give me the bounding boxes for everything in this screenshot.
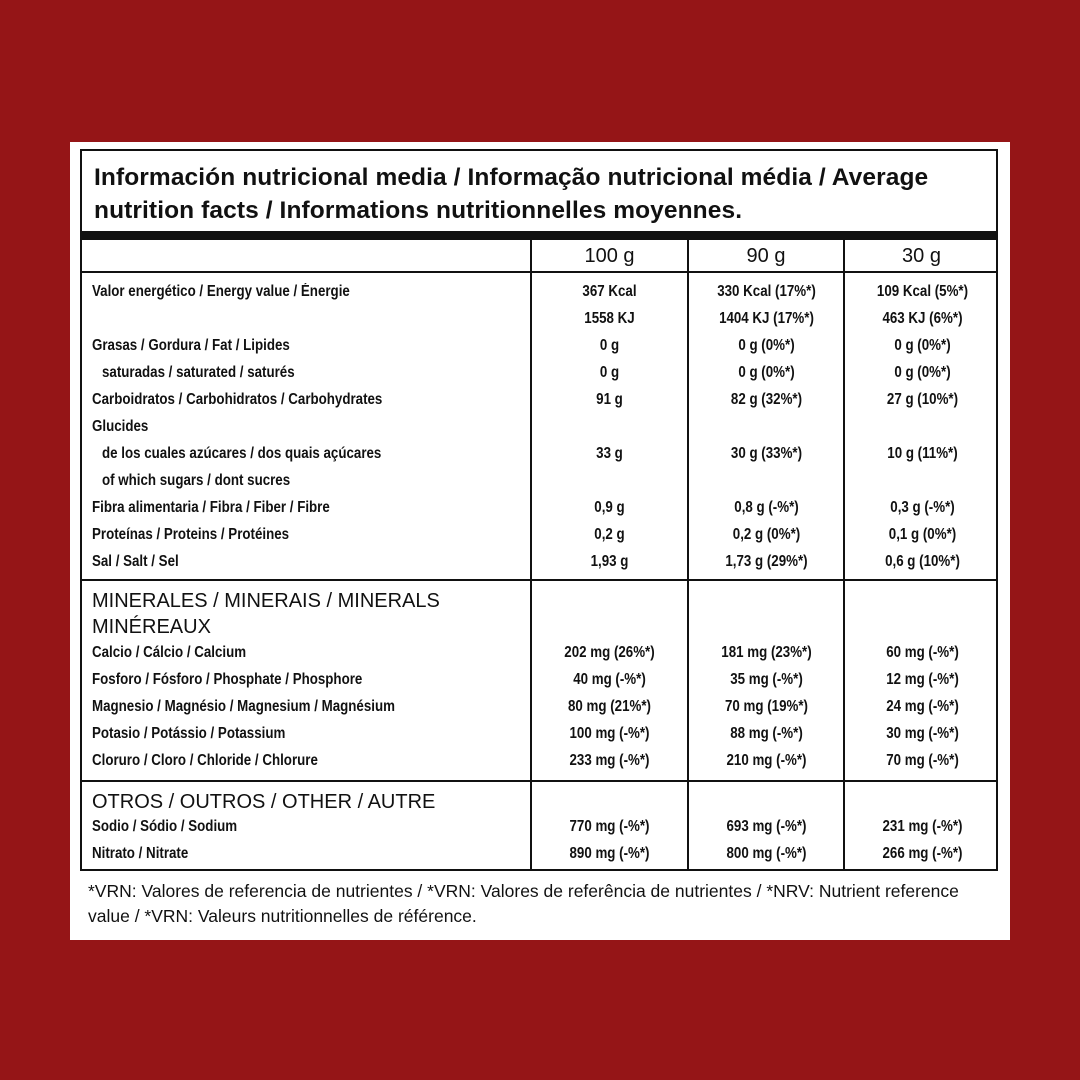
col-divider-3 bbox=[843, 240, 845, 871]
row-label: de los cuales azúcares / dos quais açúcares bbox=[102, 445, 382, 462]
value-cell: 60 mg (-%*) bbox=[886, 644, 959, 661]
minerals-rule bbox=[82, 579, 996, 581]
value-cell: 770 mg (-%*) bbox=[569, 818, 650, 835]
column-header-30g: 30 g bbox=[902, 245, 941, 267]
minerals-title-2: MINÉREAUX bbox=[92, 616, 211, 638]
value-cell: 70 mg (19%*) bbox=[725, 698, 808, 715]
value-cell: 27 g (10%*) bbox=[886, 391, 959, 408]
column-header-100g: 100 g bbox=[584, 245, 635, 267]
others-title: OTROS / OUTROS / OTHER / AUTRE bbox=[92, 791, 436, 813]
value-cell: 0 g bbox=[599, 337, 620, 354]
value-cell: 109 Kcal (5%*) bbox=[876, 283, 969, 300]
value-cell: 1404 KJ (17%*) bbox=[719, 310, 814, 327]
value-cell: 367 Kcal bbox=[582, 283, 637, 300]
value-cell: 10 g (11%*) bbox=[887, 445, 958, 462]
value-cell: 70 mg (-%*) bbox=[886, 752, 959, 769]
value-cell: 0,2 g bbox=[594, 526, 625, 543]
value-cell: 693 mg (-%*) bbox=[726, 818, 807, 835]
value-cell: 0 g (0%*) bbox=[738, 364, 795, 381]
value-cell: 266 mg (-%*) bbox=[882, 845, 963, 862]
value-cell: 800 mg (-%*) bbox=[726, 845, 807, 862]
value-cell: 80 mg (21%*) bbox=[568, 698, 651, 715]
value-cell: 0,1 g (0%*) bbox=[888, 526, 957, 543]
value-cell: 1558 KJ bbox=[584, 310, 635, 327]
value-cell: 0 g (0%*) bbox=[894, 364, 951, 381]
value-cell: 233 mg (-%*) bbox=[569, 752, 650, 769]
column-header-90g: 90 g bbox=[746, 245, 786, 267]
value-cell: 0,2 g (0%*) bbox=[732, 526, 801, 543]
minerals-title: MINERALES / MINERAIS / MINERALS bbox=[92, 590, 440, 612]
row-label: Magnesio / Magnésio / Magnesium / Magnésium bbox=[92, 698, 395, 715]
value-cell: 0,6 g (10%*) bbox=[885, 553, 960, 570]
value-cell: 12 mg (-%*) bbox=[886, 671, 959, 688]
col-divider-1 bbox=[530, 240, 532, 871]
value-cell: 0 g bbox=[599, 364, 620, 381]
row-label: Potasio / Potássio / Potassium bbox=[92, 725, 286, 742]
value-cell: 40 mg (-%*) bbox=[573, 671, 646, 688]
value-cell: 0,3 g (-%*) bbox=[890, 499, 955, 516]
value-cell: 82 g (32%*) bbox=[730, 391, 803, 408]
value-cell: 35 mg (-%*) bbox=[730, 671, 803, 688]
row-label: Fosforo / Fósforo / Phosphate / Phosphore bbox=[92, 671, 363, 688]
row-label: Carboidratos / Carbohidratos / Carbohydrates bbox=[92, 391, 383, 408]
value-cell: 0,8 g (-%*) bbox=[734, 499, 799, 516]
nutrition-table bbox=[80, 149, 998, 871]
row-label: Grasas / Gordura / Fat / Lipides bbox=[92, 337, 290, 354]
row-label: Nitrato / Nitrate bbox=[92, 845, 189, 862]
value-cell: 890 mg (-%*) bbox=[569, 845, 650, 862]
row-label: Sal / Salt / Sel bbox=[92, 553, 179, 570]
value-cell: 1,93 g bbox=[590, 553, 629, 570]
row-label: Glucides bbox=[92, 418, 149, 435]
value-cell: 88 mg (-%*) bbox=[730, 725, 803, 742]
value-cell: 100 mg (-%*) bbox=[569, 725, 650, 742]
value-cell: 91 g bbox=[596, 391, 623, 408]
value-cell: 0 g (0%*) bbox=[738, 337, 795, 354]
value-cell: 330 Kcal (17%*) bbox=[717, 283, 816, 300]
row-label: of which sugars / dont sucres bbox=[102, 472, 291, 489]
row-label: Proteínas / Proteins / Protéines bbox=[92, 526, 290, 543]
value-cell: 231 mg (-%*) bbox=[882, 818, 963, 835]
row-label: Cloruro / Cloro / Chloride / Chlorure bbox=[92, 752, 318, 769]
value-cell: 181 mg (23%*) bbox=[721, 644, 812, 661]
col-divider-2 bbox=[687, 240, 689, 871]
value-cell: 24 mg (-%*) bbox=[886, 698, 959, 715]
row-label: Fibra alimentaria / Fibra / Fiber / Fibre bbox=[92, 499, 330, 516]
value-cell: 30 g (33%*) bbox=[730, 445, 803, 462]
header-rule bbox=[82, 271, 996, 273]
row-label: saturadas / saturated / saturés bbox=[102, 364, 295, 381]
value-cell: 202 mg (26%*) bbox=[564, 644, 655, 661]
value-cell: 30 mg (-%*) bbox=[886, 725, 959, 742]
value-cell: 0 g (0%*) bbox=[894, 337, 951, 354]
row-label: Valor energético / Energy value / Énergie bbox=[92, 283, 350, 300]
value-cell: 1,73 g (29%*) bbox=[725, 553, 808, 570]
table-title: Información nutricional media / Informação nutricional média / Average nutrition facts / Informations nutritionnelles moyennes. bbox=[94, 164, 929, 224]
value-cell: 0,9 g bbox=[594, 499, 625, 516]
row-label: Sodio / Sódio / Sodium bbox=[92, 818, 238, 835]
title-divider bbox=[82, 231, 996, 240]
row-label: Calcio / Cálcio / Calcium bbox=[92, 644, 247, 661]
value-cell: 463 KJ (6%*) bbox=[882, 310, 963, 327]
others-rule bbox=[82, 780, 996, 782]
value-cell: 33 g bbox=[596, 445, 623, 462]
value-cell: 210 mg (-%*) bbox=[726, 752, 807, 769]
nutrition-label-card bbox=[70, 142, 1010, 940]
footnote: *VRN: Valores de referencia de nutrientes / *VRN: Valores de referência de nutrientes / *NRV: Nutrient reference value / *VRN: Valeurs nutritionnelles de référence. bbox=[88, 881, 959, 926]
